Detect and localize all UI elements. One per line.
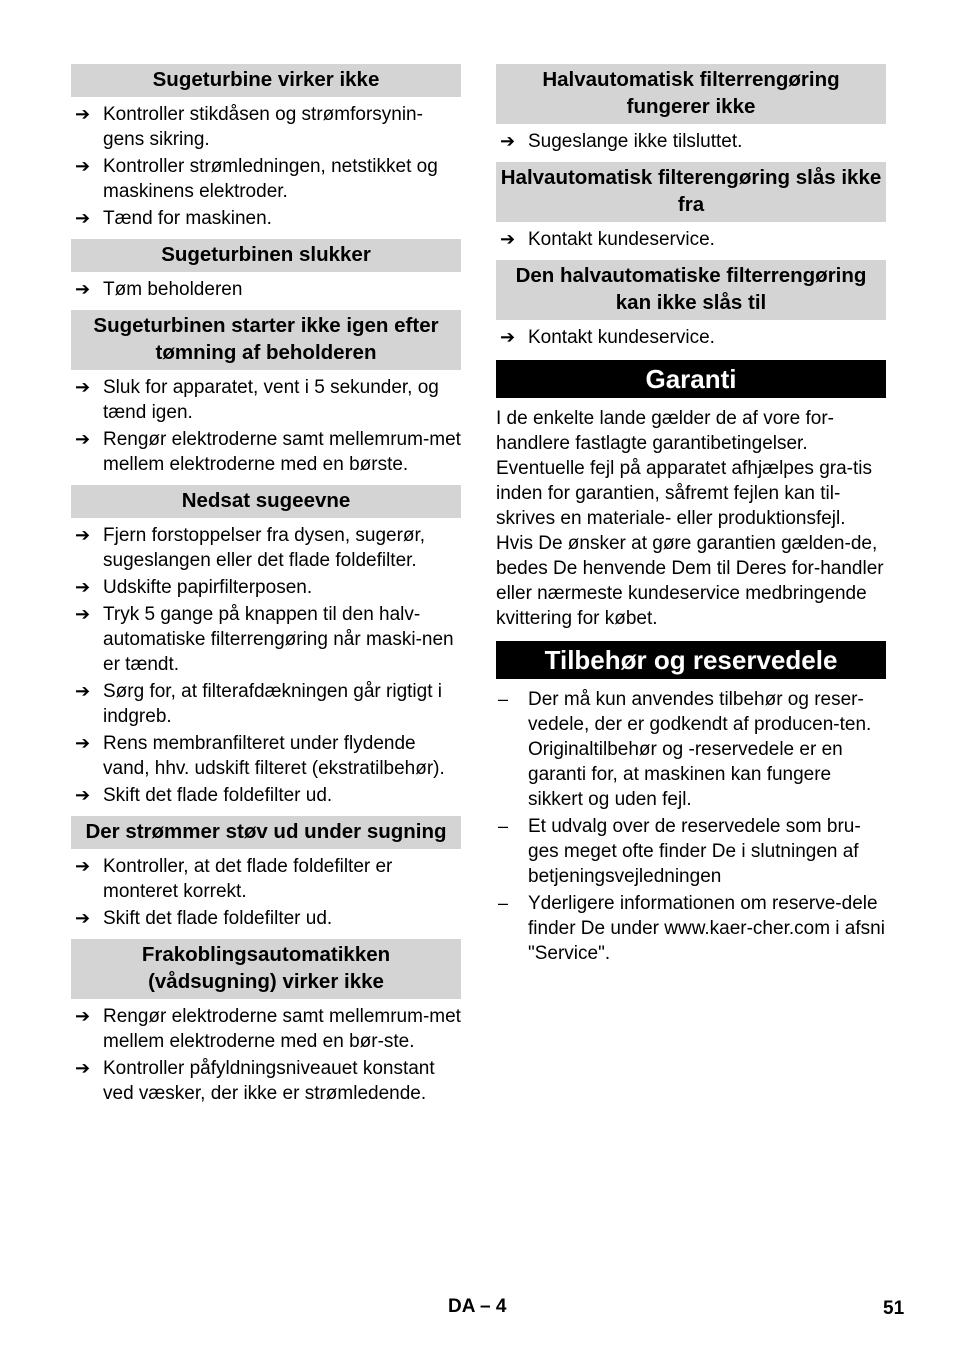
bullet-list: [71, 277, 461, 302]
section-heading: Sugeturbinen starter ikke igen efter tømning af beholderen: [71, 310, 461, 370]
arrow-icon: ➔: [75, 1058, 91, 1078]
arrow-icon: ➔: [75, 104, 91, 124]
list-item: [496, 227, 886, 252]
list-item-text: Udskifte papirfilterposen.: [103, 577, 313, 598]
section-heading: Frakoblingsautomatikken (vådsugning) virker ikke: [71, 939, 461, 999]
arrow-icon: ➔: [75, 577, 91, 597]
section-heading: Der strømmer støv ud under sugning: [71, 816, 461, 849]
list-item: [71, 575, 461, 600]
arrow-icon: ➔: [75, 785, 91, 805]
list-item: [71, 602, 461, 677]
list-item-text: Kontakt kundeservice.: [528, 327, 715, 348]
list-item: [71, 427, 461, 477]
list-item: [71, 1004, 461, 1054]
right-troubleshooting: [496, 64, 886, 350]
list-item-text: Tøm beholderen: [103, 279, 243, 300]
list-item: [496, 814, 886, 889]
list-item-text: Der må kun anvendes tilbehør og reser-vedele, der er godkendt af producen-ten. Originaltilbehør og -reservedele er en garanti for, at maskinen kan fungere sikkert og uden fejl.: [528, 689, 872, 810]
list-item-text: Rengør elektroderne samt mellemrum-met mellem elektroderne med en bør-ste.: [103, 1006, 461, 1052]
right-column: [496, 64, 886, 974]
list-item-text: Fjern forstoppelser fra dysen, sugerør, sugeslangen eller det flade foldefilter.: [103, 525, 426, 571]
list-item: [496, 129, 886, 154]
arrow-icon: ➔: [75, 377, 91, 397]
arrow-icon: ➔: [75, 908, 91, 928]
bullet-list: [496, 227, 886, 252]
list-item-text: Kontroller strømledningen, netstikket og maskinens elektroder.: [103, 156, 438, 202]
list-item: [71, 277, 461, 302]
garanti-heading: Garanti: [496, 360, 886, 398]
bullet-list: [71, 1004, 461, 1106]
list-item-text: Sugeslange ikke tilsluttet.: [528, 131, 743, 152]
garanti-text: I de enkelte lande gælder de af vore for-handlere fastlagte garantibetingelser. Eventuelle fejl på apparatet afhjælpes gra-tis inden for garantien, såfremt fejlen kan til-skrives en materiale- eller produktionsfejl. Hvis De ønsker at gøre garantien gælden-de, bedes De henvende Dem til Deres for-handler eller nærmeste kundeservice medbringende kvittering for købet.: [496, 408, 884, 629]
list-item: [71, 523, 461, 573]
arrow-icon: ➔: [500, 327, 516, 347]
left-column: [71, 64, 461, 1114]
list-item-text: Et udvalg over de reservedele som bru-ges meget ofte finder De i slutningen af betjeningsvejledningen: [528, 816, 861, 887]
list-item: [71, 375, 461, 425]
arrow-icon: ➔: [500, 229, 516, 249]
list-item-text: Kontroller påfyldningsniveauet konstant ved væsker, der ikke er strømledende.: [103, 1058, 435, 1104]
tilbehor-heading: Tilbehør og reservedele: [496, 641, 886, 679]
list-item-text: Sørg for, at filterafdækningen går rigtigt i indgreb.: [103, 681, 442, 727]
section-heading: Halvautomatisk filterrengøring fungerer ikke: [496, 64, 886, 124]
tilbehor-list: [496, 687, 886, 966]
page-number: 51: [883, 1298, 905, 1319]
bullet-list: [71, 854, 461, 931]
list-item-text: Kontakt kundeservice.: [528, 229, 715, 250]
arrow-icon: ➔: [75, 604, 91, 624]
list-item-text: Skift det flade foldefilter ud.: [103, 908, 333, 929]
list-item: [71, 102, 461, 152]
arrow-icon: ➔: [75, 279, 91, 299]
list-item-text: Yderligere informationen om reserve-dele finder De under www.kaer-cher.com i afsni "Service".: [528, 893, 885, 964]
list-item-text: Tænd for maskinen.: [103, 208, 272, 229]
list-item: [71, 731, 461, 781]
list-item: [71, 1056, 461, 1106]
list-item: [71, 154, 461, 204]
list-item: [71, 783, 461, 808]
arrow-icon: ➔: [75, 856, 91, 876]
bullet-list: [71, 523, 461, 808]
bullet-list: [496, 325, 886, 350]
arrow-icon: ➔: [75, 208, 91, 228]
arrow-icon: ➔: [75, 156, 91, 176]
bullet-list: [496, 129, 886, 154]
section-heading: Den halvautomatiske filterrengøring kan ikke slås til: [496, 260, 886, 320]
list-item-text: Kontroller, at det flade foldefilter er monteret korrekt.: [103, 856, 393, 902]
footer-language-page: DA – 4: [448, 1296, 507, 1317]
dash-marker: –: [498, 689, 509, 709]
list-item: [71, 906, 461, 931]
list-item-text: Rens membranfilteret under flydende vand, hhv. udskift filteret (ekstratilbehør).: [103, 733, 445, 779]
section-heading: Halvautomatisk filterengøring slås ikke fra: [496, 162, 886, 222]
list-item-text: Skift det flade foldefilter ud.: [103, 785, 333, 806]
arrow-icon: ➔: [75, 1006, 91, 1026]
bullet-list: [71, 102, 461, 231]
list-item-text: Rengør elektroderne samt mellemrum-met mellem elektroderne med en børste.: [103, 429, 461, 475]
section-heading: Nedsat sugeevne: [71, 485, 461, 518]
list-item: [496, 687, 886, 812]
arrow-icon: ➔: [75, 733, 91, 753]
dash-marker: –: [498, 816, 509, 836]
list-item: [496, 325, 886, 350]
arrow-icon: ➔: [75, 429, 91, 449]
list-item: [71, 854, 461, 904]
section-heading: Sugeturbinen slukker: [71, 239, 461, 272]
arrow-icon: ➔: [75, 681, 91, 701]
bullet-list: [71, 375, 461, 477]
list-item-text: Tryk 5 gange på knappen til den halv-automatiske filterrengøring når maski-nen er tændt.: [103, 604, 454, 675]
list-item-text: Sluk for apparatet, vent i 5 sekunder, og tænd igen.: [103, 377, 439, 423]
list-item: [71, 206, 461, 231]
dash-marker: –: [498, 893, 509, 913]
arrow-icon: ➔: [75, 525, 91, 545]
arrow-icon: ➔: [500, 131, 516, 151]
list-item-text: Kontroller stikdåsen og strømforsynin-gens sikring.: [103, 104, 423, 150]
list-item: [71, 679, 461, 729]
section-heading: Sugeturbine virker ikke: [71, 64, 461, 97]
list-item: [496, 891, 886, 966]
